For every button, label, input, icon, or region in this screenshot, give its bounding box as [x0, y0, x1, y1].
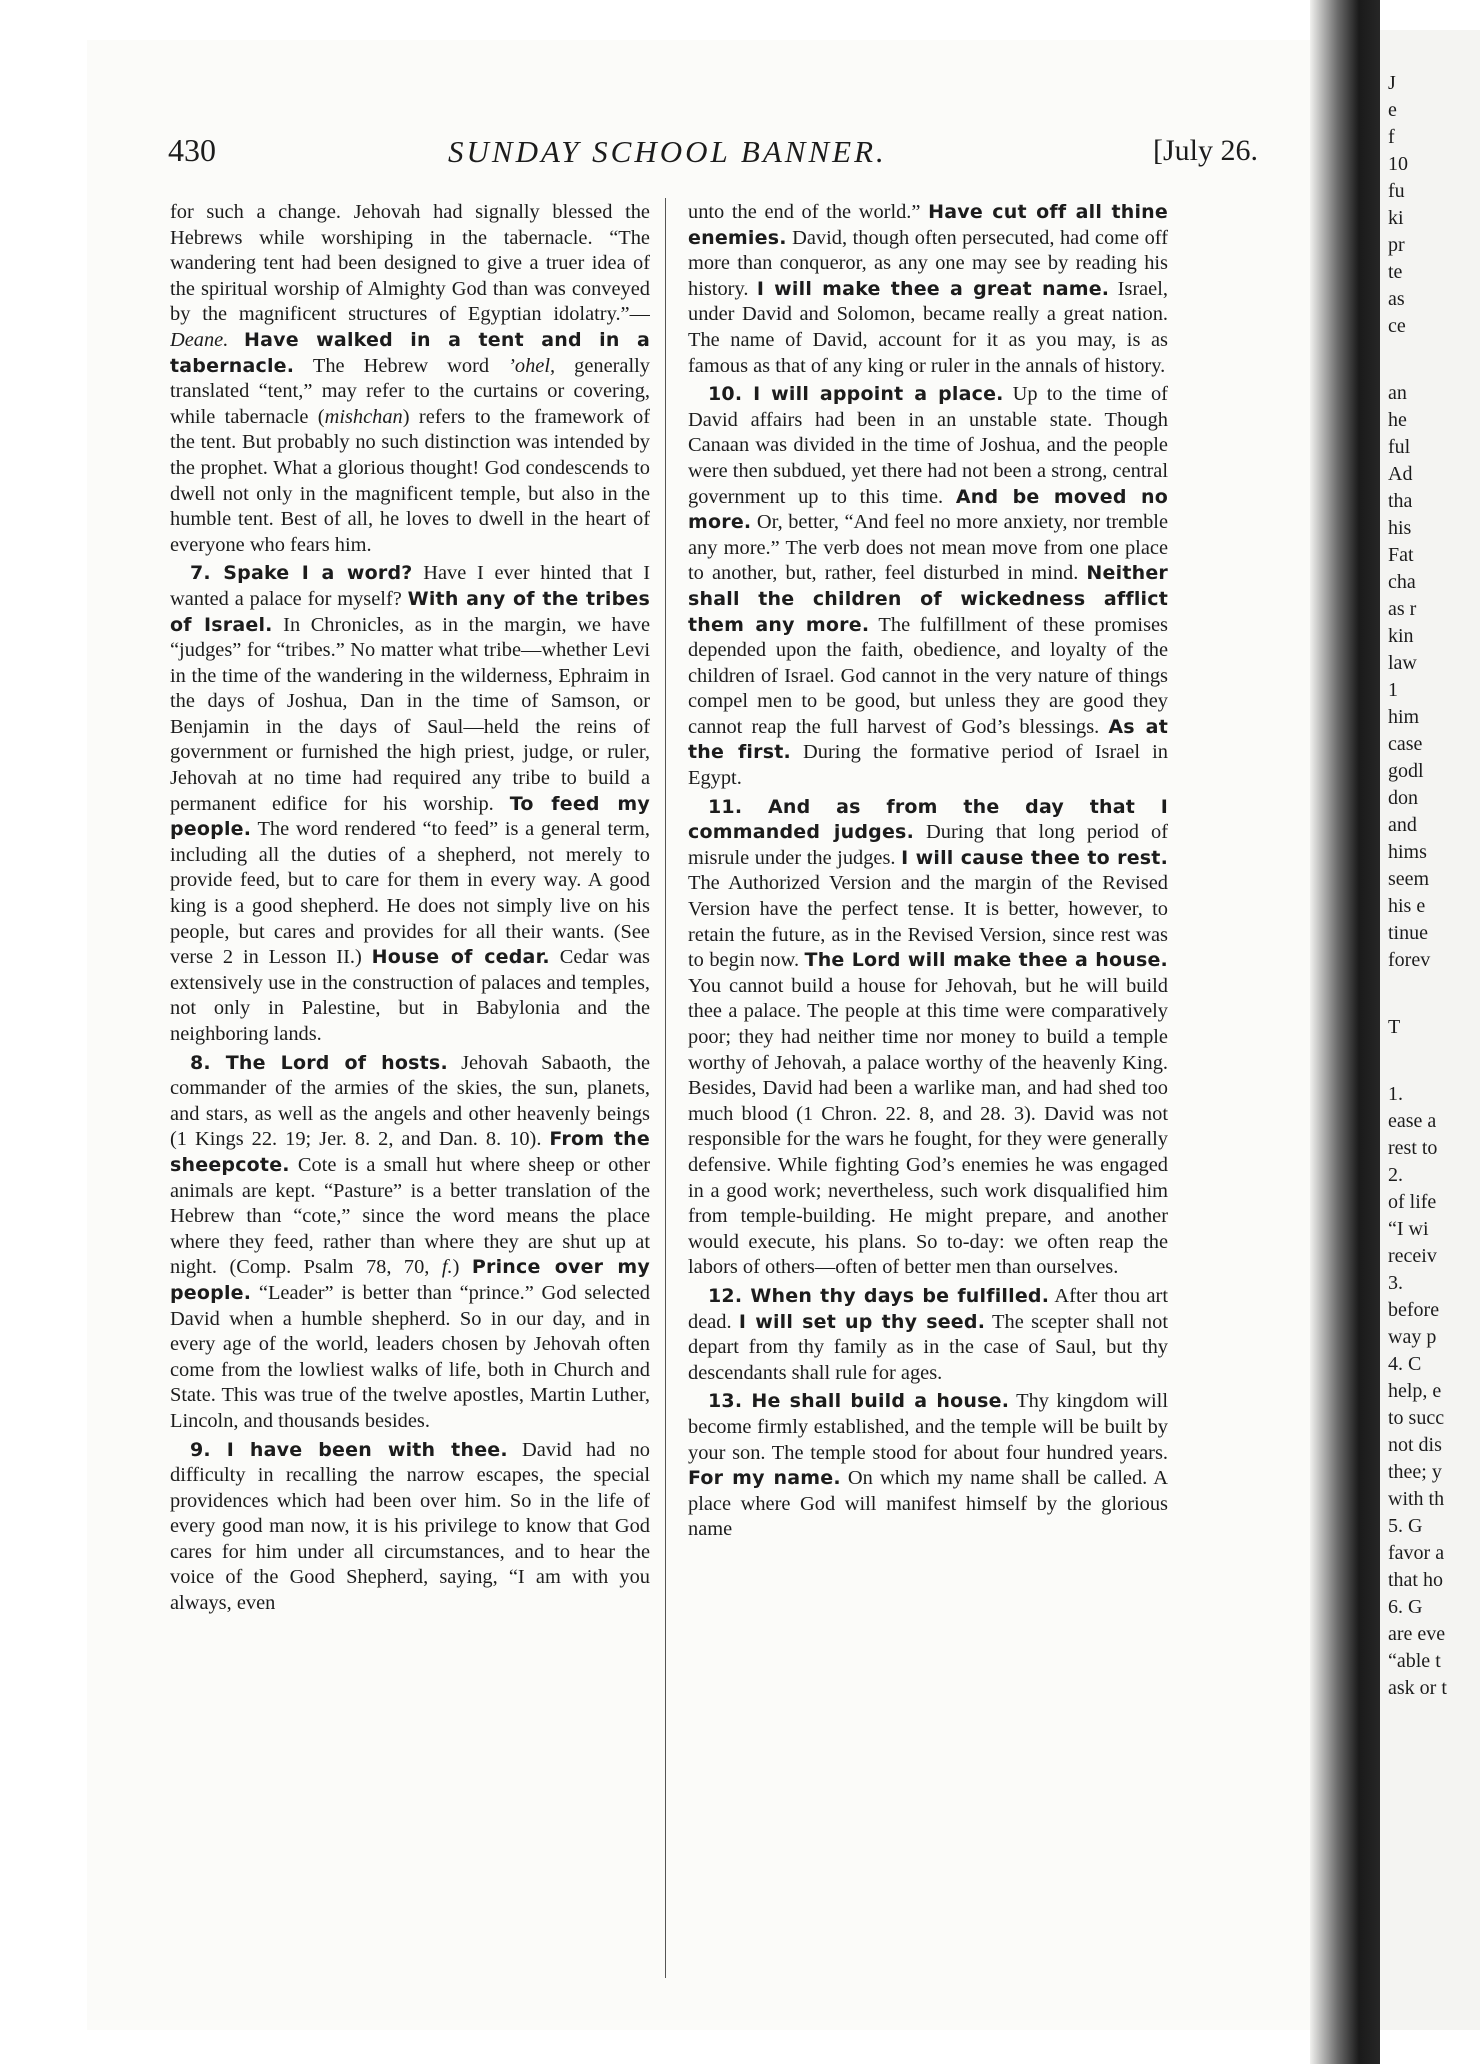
paragraph-verse-10 — [688, 382, 1168, 792]
citation: Deane. — [170, 328, 229, 351]
facing-page-edge — [1380, 30, 1480, 2030]
running-header — [168, 128, 1258, 178]
facing-page-fragment: ki — [1388, 207, 1404, 229]
facing-page-fragment: his e — [1388, 895, 1426, 917]
facing-page-fragment: tha — [1388, 490, 1413, 512]
keyword: And be moved no more. — [688, 485, 1168, 534]
keyword: I will make thee a great name. — [756, 277, 1110, 300]
facing-page-fragment: J — [1388, 72, 1396, 94]
facing-page-fragment — [1380, 340, 1480, 380]
text-run: Thy kingdom will become firmly established, and the temple will be built by your son. The temple stood for about four hundred years. — [688, 1390, 1168, 1464]
facing-page-fragment: f — [1388, 126, 1395, 148]
facing-page-fragment: thee; y — [1388, 1461, 1442, 1483]
keyword: Prince over my people. — [170, 1256, 650, 1304]
facing-page-fragment: T — [1388, 1016, 1401, 1038]
facing-page-fragment — [1380, 974, 1480, 1014]
facing-page-fragment: Ad — [1388, 463, 1413, 485]
text-run: The fulfillment of these promises depended upon the faith, obedience, and loyalty of the children of Israel. God cannot in the very nature of things compel men to be good, but unless they are good they cannot reap the full harvest of God’s blessings. — [688, 613, 1168, 738]
facing-page-fragment: pr — [1388, 234, 1405, 256]
column-rule — [665, 198, 666, 1978]
text-run: Or, better, “And feel no more anxiety, nor tremble any more.” The verb does not mean move from one place to another, but, rather, feel disturbed in mind. — [688, 511, 1168, 585]
facing-page-fragment: 10 — [1388, 153, 1408, 175]
hebrew-word: ’ohel, — [508, 354, 556, 377]
facing-page-fragment: before — [1388, 1299, 1440, 1321]
paragraph-continued — [688, 200, 1168, 379]
facing-page-fragment: “able t — [1388, 1650, 1441, 1672]
text-run: Cote is a small hut where sheep or other animals are kept. “Pasture” is a better translation of the Hebrew than “cote,” since the word means the place where they feed, rather than where they are shut up at night. (Comp. Psalm 78, 70, — [170, 1153, 650, 1279]
text-run: generally translated “tent,” may refer to the curtains or covering, while tabernacle ( — [170, 354, 650, 428]
facing-page-fragment: not dis — [1388, 1434, 1442, 1456]
book-gutter-shadow — [1310, 0, 1380, 2064]
text-run: In Chronicles, as in the margin, we have “judges” for “tribes.” No matter what tribe—whether Levi in the time of the wandering in the wilderness, Ephraim in the days of Joshua, Dan in the time of Samson, or Benjamin in the days of Saul—held the reins of government or furnished the high priest, judge, or ruler, Jehovah at no time had required any tribe to build a permanent edifice for his worship. — [170, 613, 650, 815]
text-run: Israel, under David and Solomon, became really a great nation. The name of David, account for it as you may, is as famous as that of any king or ruler in the annals of history. — [688, 277, 1168, 377]
facing-page-fragment: ask or t — [1388, 1677, 1447, 1699]
keyword: To feed my people. — [170, 792, 650, 841]
keyword: With any of the tribes of Israel. — [170, 587, 650, 636]
facing-page-fragment: “I wi — [1388, 1218, 1429, 1240]
text-run: During that long period of misrule under the judges. — [688, 821, 1168, 869]
facing-page-fragment: case — [1388, 733, 1423, 755]
facing-page-fragment: to succ — [1388, 1407, 1445, 1429]
text-run: for such a change. Jehovah had signally blessed the Hebrews while worshiping in the tabernacle. “The wandering tent had been designed to give a truer idea of the spiritual worship of Almighty God than was conveyed by the magnificent structures of Egyptian idolatry.”— — [170, 201, 650, 326]
text-run: The Authorized Version and the margin of the Revised Version have the perfect tense. It is better, however, to retain the future, as in the Revised Version, since rest was to begin now. — [688, 872, 1168, 972]
verse-heading: 12. When thy days be fulfilled. — [708, 1284, 1050, 1307]
facing-page-fragment: 1 — [1388, 679, 1398, 701]
facing-page-fragment: godl — [1388, 760, 1424, 782]
facing-page-fragment: his — [1388, 517, 1412, 539]
issue-date: [July 26. — [1153, 134, 1258, 167]
text-run: The word rendered “to feed” is a general term, including all the duties of a shepherd, not merely to provide feed, but to care for them in every way. A good king is a good shepherd. He does not simply live on his people, but cares and provides for all their wants. (See verse 2 in Lesson II.) — [170, 818, 650, 969]
facing-page-fragment: he — [1388, 409, 1407, 431]
facing-page-fragment: Fat — [1388, 544, 1414, 566]
paragraph-verse-8 — [170, 1051, 650, 1435]
text-run: The Hebrew word — [312, 354, 509, 377]
text-run: Up to the time of David affairs had been in an unstable state. Though Canaan was divided in the time of Joshua, and the people were then subdued, yet there had not been a strong, central government up to this time. — [688, 383, 1168, 508]
text-run: David, though often persecuted, had come off more than conqueror, as any one may see by reading his history. — [688, 226, 1168, 300]
verse-heading: 13. He shall build a house. — [708, 1390, 1010, 1413]
facing-page-fragment: fu — [1388, 180, 1405, 202]
facing-page-fragment: tinue — [1388, 922, 1428, 944]
hebrew-word: mishchan — [324, 405, 403, 428]
facing-page-fragment: 6. G — [1388, 1596, 1423, 1618]
keyword: I will cause thee to rest. — [901, 846, 1168, 869]
facing-page-fragment: help, e — [1388, 1380, 1442, 1402]
facing-page-fragment: ease a — [1388, 1110, 1437, 1132]
paragraph-verse-13 — [688, 1389, 1168, 1543]
keyword: For my name. — [688, 1467, 841, 1490]
facing-page-fragment: don — [1388, 787, 1418, 809]
facing-page-fragment: law — [1388, 652, 1417, 674]
paragraph-tabernacle — [170, 200, 650, 558]
text-run: “Leader” is better than “prince.” God selected David when a humble shepherd. So in our day, and in every age of the world, leaders chosen by Jehovah often come from the lowliest walks of life, both in Church and State. This was true of the twelve apostles, Martin Luther, Lincoln, and thousands besides. — [170, 1281, 650, 1432]
text-run: On which my name shall be called. A place where God will manifest himself by the glorious name — [688, 1467, 1168, 1541]
facing-page-fragment: 3. — [1388, 1272, 1403, 1294]
facing-page-fragment: seem — [1388, 868, 1430, 890]
facing-page-fragment: hims — [1388, 841, 1427, 863]
facing-page-fragment: an — [1388, 382, 1407, 404]
periodical-title: SUNDAY SCHOOL BANNER. — [448, 134, 887, 169]
facing-page-fragment: rest to — [1388, 1137, 1438, 1159]
facing-page-fragment — [1380, 30, 1480, 70]
text-column-left — [170, 200, 650, 1980]
keyword: House of cedar. — [371, 946, 550, 969]
facing-page-fragment: ful — [1388, 436, 1411, 458]
keyword: As at the first. — [688, 715, 1168, 764]
facing-page-fragment: te — [1388, 261, 1403, 283]
facing-page-fragment: 4. C — [1388, 1353, 1422, 1375]
text-run: unto the end of the world.” — [688, 201, 929, 223]
verse-heading: 11. And as from the day that I commanded judges. — [688, 795, 1168, 844]
verse-heading: 8. The Lord of hosts. — [190, 1051, 448, 1074]
verse-heading: 10. I will appoint a place. — [708, 383, 1004, 406]
facing-page-fragment: as r — [1388, 598, 1417, 620]
facing-page-fragment: forev — [1388, 949, 1431, 971]
text-run: Have I ever hinted that I wanted a palace for myself? — [170, 562, 650, 610]
facing-page-fragment: cha — [1388, 571, 1416, 593]
facing-page-fragment: and — [1388, 814, 1417, 836]
keyword: The Lord will make thee a house. — [804, 949, 1168, 972]
text-run: The scepter shall not depart from thy family as in the case of Saul, but thy descendants shall rule for ages. — [688, 1310, 1168, 1384]
abbreviation: f. — [441, 1256, 453, 1279]
text-run: Jehovah Sabaoth, the commander of the armies of the skies, the sun, planets, and stars, as well as the angels and other heavenly beings (1 Kings 22. 19; Jer. 8. 2, and Dan. 8. 10). — [170, 1051, 650, 1151]
facing-page-fragment: way p — [1388, 1326, 1437, 1348]
keyword: From the sheepcote. — [170, 1128, 650, 1176]
text-run: After thou art dead. — [688, 1284, 1168, 1333]
keyword: Neither shall the children of wickedness afflict them any more. — [688, 562, 1168, 636]
facing-page-fragment: are eve — [1388, 1623, 1446, 1645]
facing-page-fragment: him — [1388, 706, 1420, 728]
keyword: I will set up thy seed. — [738, 1310, 986, 1333]
facing-page-fragment: kin — [1388, 625, 1414, 647]
verse-heading: 7. Spake I a word? — [190, 562, 413, 585]
text-run: David had no difficulty in recalling the narrow escapes, the special providences which had been over him. So in the life of every good man now, it is his privilege to know that God cares for him under all circumstances, and to hear the voice of the Good Shepherd, saying, “I am with you always, even — [170, 1438, 650, 1615]
facing-page-fragment: ce — [1388, 315, 1406, 337]
facing-page-fragment: with th — [1388, 1488, 1445, 1510]
paragraph-verse-9 — [170, 1438, 650, 1617]
text-run: Cedar was extensively use in the construction of palaces and temples, not only in Palestine, but in Babylonia and the neighboring lands. — [170, 946, 650, 1045]
text-run: ) — [452, 1256, 472, 1279]
text-column-right — [688, 200, 1168, 1980]
verse-heading: 9. I have been with thee. — [190, 1438, 508, 1461]
page-number: 430 — [168, 132, 216, 168]
text-run: ) refers to the framework of the tent. But probably no such distinction was intended by the prophet. What a glorious thought! God condescends to dwell not only in the magnificent temple, but also in the humble tent. Best of all, he loves to dwell in the heart of everyone who fears him. — [170, 405, 650, 556]
paragraph-verse-12 — [688, 1284, 1168, 1386]
facing-page-fragment: favor a — [1388, 1542, 1445, 1564]
facing-page-fragment — [1380, 1041, 1480, 1081]
keyword: Have cut off all thine enemies. — [688, 201, 1168, 249]
paragraph-verse-11 — [688, 795, 1168, 1281]
facing-page-fragment: as — [1388, 288, 1405, 310]
facing-page-fragment: e — [1388, 99, 1397, 121]
facing-page-fragment: 5. G — [1388, 1515, 1423, 1537]
keyword: Have walked in a tent and in a tabernacle. — [170, 328, 650, 377]
facing-page-fragment: that ho — [1388, 1569, 1443, 1591]
facing-page-fragment: of life — [1388, 1191, 1437, 1213]
paragraph-verse-7 — [170, 561, 650, 1047]
text-run: During the formative period of Israel in Egypt. — [688, 741, 1168, 790]
facing-page-fragment: 2. — [1388, 1164, 1403, 1186]
facing-page-fragment: receiv — [1388, 1245, 1437, 1267]
text-run: You cannot build a house for Jehovah, but he will build thee a palace. The people at this time were comparatively poor; they had neither time nor money to build a temple worthy of Jehovah, a palace worthy of the heavenly King. Besides, David had been a warlike man, and had shed too much blood (1 Chron. 22. 8, and 28. 3). David was not responsible for the wars he fought, for they were generally defensive. While fighting God’s enemies he was engaged in a good work; nevertheless, such work disqualified him from temple-building. He might prepare, and another would execute, his plans. So to-day: we often reap the labors of others—often of better men than ourselves. — [688, 974, 1168, 1279]
facing-page-fragment: 1. — [1388, 1083, 1403, 1105]
